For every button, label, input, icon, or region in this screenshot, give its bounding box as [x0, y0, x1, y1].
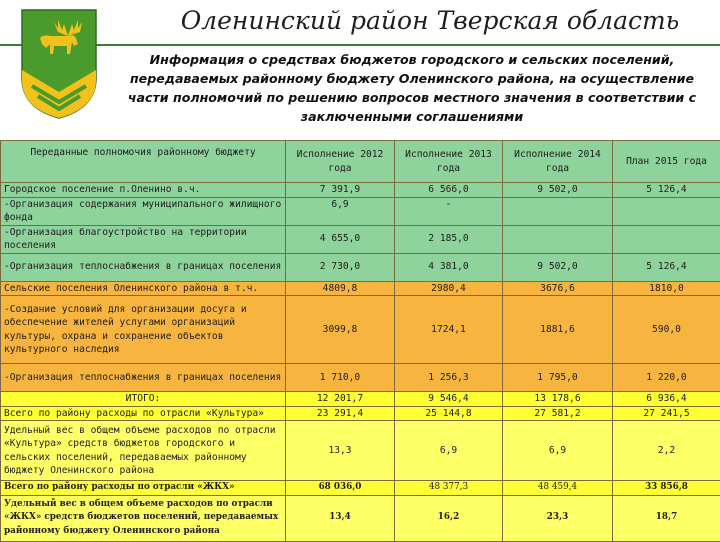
cell-value: 1 256,3 [395, 364, 503, 392]
cell-value: 590,0 [613, 296, 720, 364]
column-header: Исполнение 2012 года [286, 141, 395, 183]
cell-value: 2 185,0 [395, 225, 503, 253]
row-label: Удельный вес в общем объеме расходов по отрасли «Культура» средств бюджетов городского и сельских поселений, передаваемых районному бюджету Оленинского района [1, 421, 286, 481]
cell-value: 2980,4 [395, 281, 503, 296]
column-header: План 2015 года [613, 141, 720, 183]
cell-value: 23 291,4 [286, 406, 395, 421]
cell-value: 9 546,4 [395, 392, 503, 407]
cell-value [613, 197, 720, 225]
cell-value: 7 391,9 [286, 183, 395, 198]
cell-value: 6 566,0 [395, 183, 503, 198]
cell-value: 68 036,0 [286, 481, 395, 496]
cell-value: - [395, 197, 503, 225]
table-row [1, 364, 720, 392]
cell-value: 13 178,6 [503, 392, 613, 407]
cell-value: 6 936,4 [613, 392, 720, 407]
cell-value: 5 126,4 [613, 253, 720, 281]
row-label: -Создание условий для организации досуга и обеспечение жителей услугами организаций культуры, охрана и сохранение объектов культурного наследия [1, 296, 286, 364]
cell-value: 33 856,8 [613, 481, 720, 496]
cell-value: 3099,8 [286, 296, 395, 364]
cell-value: 27 581,2 [503, 406, 613, 421]
cell-value: 23,3 [503, 495, 613, 541]
table-row [1, 406, 720, 421]
cell-value: 9 502,0 [503, 253, 613, 281]
column-header: Переданные полномочия районному бюджету [1, 141, 286, 183]
row-label: Всего по району расходы по отрасли «ЖКХ» [1, 481, 286, 496]
page-subtitle: Информация о средствах бюджетов городского и сельских поселений, передаваемых районному бюджету Оленинского района, на осуществление части полномочий по решению вопросов местного значения в соответствии с заключенными соглашениями [112, 50, 712, 126]
coat-of-arms-icon [20, 8, 98, 120]
cell-value: 6,9 [286, 197, 395, 225]
cell-value: 5 126,4 [613, 183, 720, 198]
column-header: Исполнение 2014 года [503, 141, 613, 183]
page-title: Оленинский район Тверская область [150, 6, 710, 35]
cell-value: 6,9 [503, 421, 613, 481]
table-row [1, 481, 720, 496]
table-row [1, 495, 720, 541]
cell-value [503, 197, 613, 225]
cell-value: 3676,6 [503, 281, 613, 296]
cell-value: 1881,6 [503, 296, 613, 364]
cell-value: 6,9 [395, 421, 503, 481]
table-row [1, 281, 720, 296]
cell-value: 16,2 [395, 495, 503, 541]
cell-value: 1810,0 [613, 281, 720, 296]
row-label: -Организация теплоснабжения в границах поселения [1, 364, 286, 392]
cell-value: 2 730,0 [286, 253, 395, 281]
cell-value: 13,4 [286, 495, 395, 541]
cell-value: 27 241,5 [613, 406, 720, 421]
cell-value [503, 225, 613, 253]
cell-value: 9 502,0 [503, 183, 613, 198]
row-label: Городское поселение п.Оленино в.ч. [1, 183, 286, 198]
cell-value: 4 655,0 [286, 225, 395, 253]
row-label: -Организация содержания муниципального жилищного фонда [1, 197, 286, 225]
table-row [1, 296, 720, 364]
table-row-total [1, 392, 720, 407]
header-divider [0, 44, 720, 46]
row-label: ИТОГО: [1, 392, 286, 407]
cell-value: 48 377,3 [395, 481, 503, 496]
cell-value: 12 201,7 [286, 392, 395, 407]
cell-value [613, 225, 720, 253]
table-header-row [1, 141, 720, 183]
table-row [1, 253, 720, 281]
table-row [1, 183, 720, 198]
cell-value: 1724,1 [395, 296, 503, 364]
table-row [1, 225, 720, 253]
column-header: Исполнение 2013 года [395, 141, 503, 183]
cell-value: 1 710,0 [286, 364, 395, 392]
cell-value: 13,3 [286, 421, 395, 481]
cell-value: 1 220,0 [613, 364, 720, 392]
table-row [1, 197, 720, 225]
row-label: -Организация благоустройство на территории поселения [1, 225, 286, 253]
row-label: Удельный вес в общем объеме расходов по отрасли «ЖКХ» средств бюджетов поселений, передаваемых районному бюджету Оленинского района [1, 495, 286, 541]
row-label: Сельские поселения Оленинского района в т.ч. [1, 281, 286, 296]
cell-value: 48 459,4 [503, 481, 613, 496]
cell-value: 4809,8 [286, 281, 395, 296]
row-label: -Организация теплоснабжения в границах поселения [1, 253, 286, 281]
cell-value: 4 381,0 [395, 253, 503, 281]
budget-table [0, 140, 720, 542]
cell-value: 18,7 [613, 495, 720, 541]
table-row [1, 421, 720, 481]
cell-value: 1 795,0 [503, 364, 613, 392]
cell-value: 2,2 [613, 421, 720, 481]
cell-value: 25 144,8 [395, 406, 503, 421]
row-label: Всего по району расходы по отрасли «Культура» [1, 406, 286, 421]
